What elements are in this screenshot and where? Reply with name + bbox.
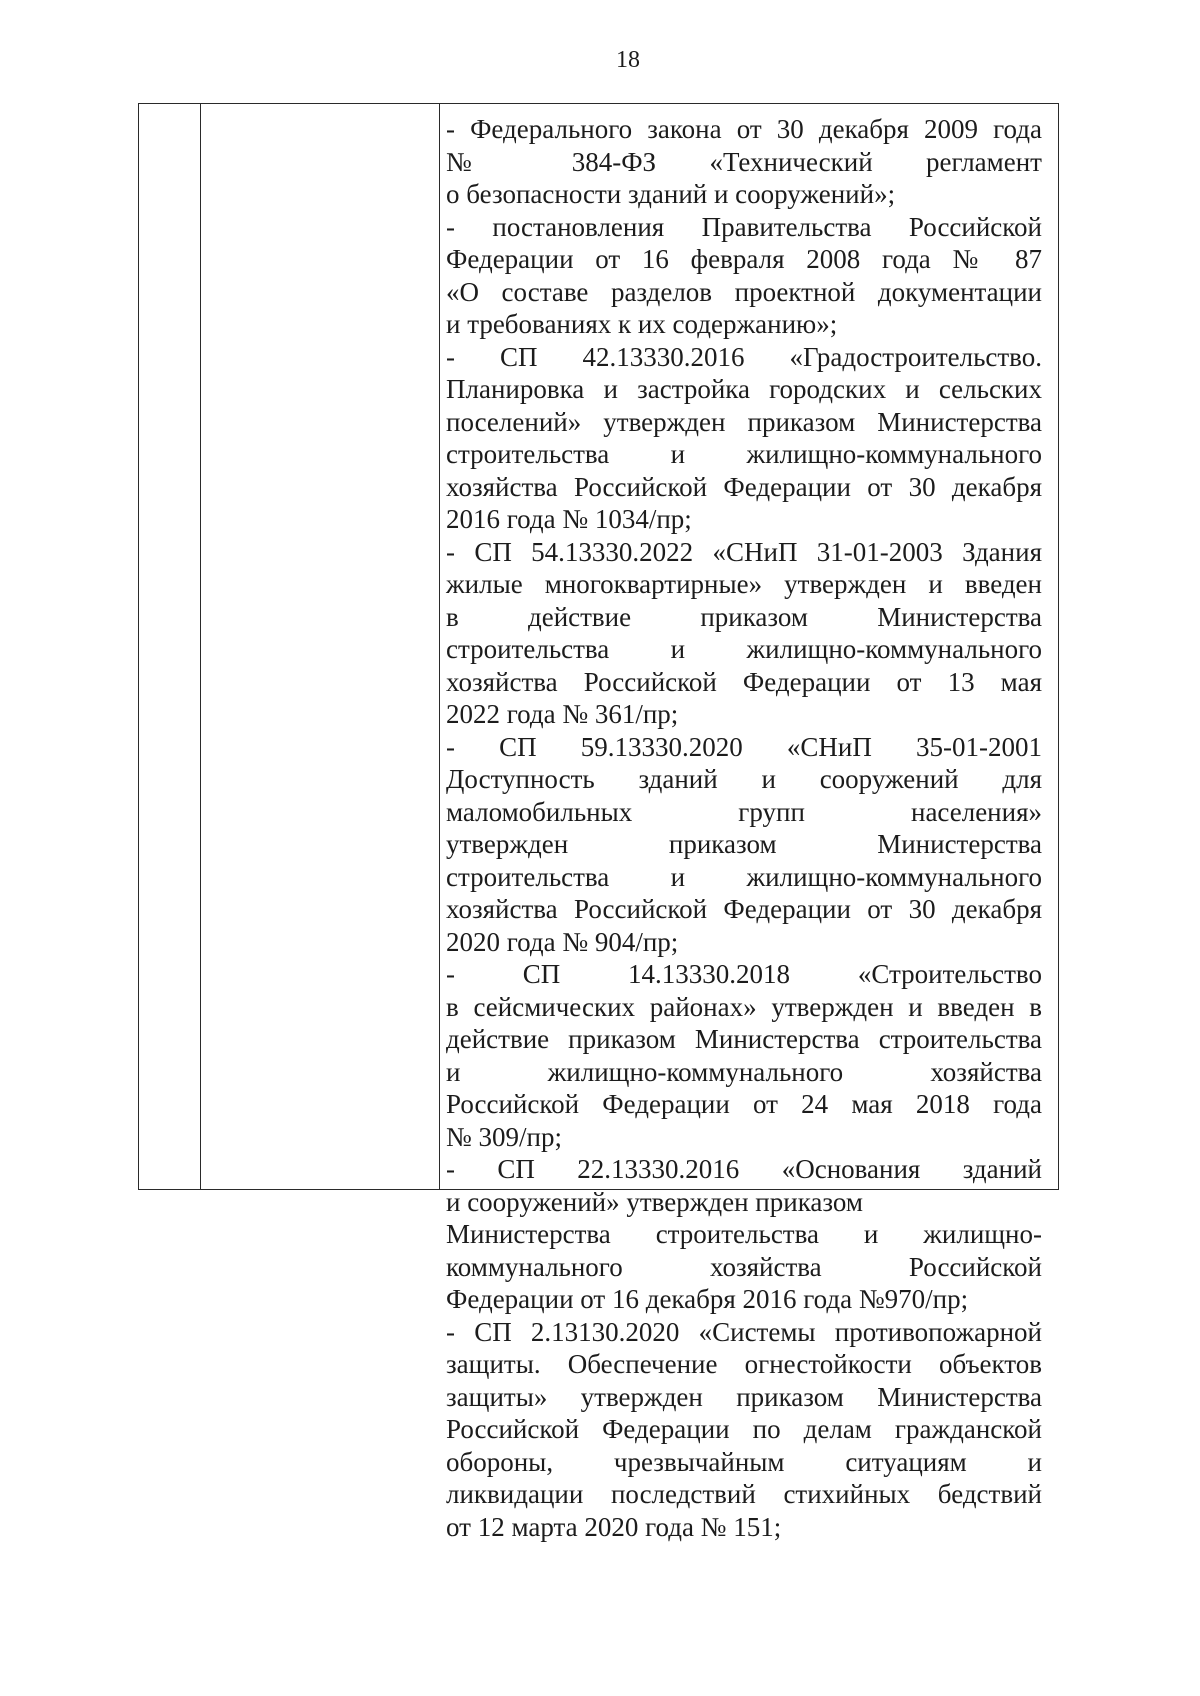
text-line: 2020 года № 904/пр; xyxy=(446,926,679,957)
text-line: - СП 2.13130.2020 «Системы противопожарной xyxy=(446,1316,1042,1347)
text-line: № 309/пр; xyxy=(446,1121,562,1152)
text-line: защиты. Обеспечение огнестойкости объектов xyxy=(446,1349,1042,1379)
text-line: Федерации от 16 декабря 2016 года №970/пр; xyxy=(446,1284,969,1314)
column-divider xyxy=(439,104,440,1189)
text-line: - постановления Правительства Российской xyxy=(446,211,1042,242)
text-line: строительства и жилищно-коммунального xyxy=(446,634,1042,664)
page-number: 18 xyxy=(616,47,640,73)
text-line: утвержден приказом Министерства xyxy=(446,829,1042,859)
table-cell-regulations xyxy=(446,113,1042,1543)
text-line: ликвидации последствий стихийных бедствий xyxy=(446,1479,1042,1509)
text-line: Российской Федерации по делам гражданской xyxy=(446,1414,1042,1444)
text-line: защиты» утвержден приказом Министерства xyxy=(446,1381,1042,1412)
text-line: от 12 марта 2020 года № 151; xyxy=(446,1511,782,1542)
text-line: Планировка и застройка городских и сельских xyxy=(446,374,1042,404)
text-line: поселений» утвержден приказом Министерства xyxy=(446,406,1042,437)
text-line: и требованиях к их содержанию»; xyxy=(446,309,838,339)
text-line: Доступность зданий и сооружений для xyxy=(446,764,1042,794)
text-line: № 384-ФЗ «Технический регламент xyxy=(446,146,1042,177)
text-line: - СП 42.13330.2016 «Градостроительство. xyxy=(446,341,1042,372)
text-line: коммунального хозяйства Российской xyxy=(446,1251,1042,1282)
text-line: обороны, чрезвычайным ситуациям и xyxy=(446,1446,1042,1477)
text-line: Федерации от 16 февраля 2008 года № 87 xyxy=(446,244,1042,274)
text-line: маломобильных групп населения» xyxy=(446,796,1042,827)
text-line: 2016 года № 1034/пр; xyxy=(446,504,692,534)
text-line: в сейсмических районах» утвержден и введен в xyxy=(446,991,1042,1022)
text-line: - СП 22.13330.2016 «Основания зданий xyxy=(446,1154,1042,1184)
text-line: хозяйства Российской Федерации от 13 мая xyxy=(446,666,1042,697)
text-line: Министерства строительства и жилищно- xyxy=(446,1219,1042,1249)
text-line: строительства и жилищно-коммунального xyxy=(446,439,1042,469)
text-line: Российской Федерации от 24 мая 2018 года xyxy=(446,1089,1042,1119)
text-line: жилые многоквартирные» утвержден и введен xyxy=(446,569,1042,599)
text-line: - Федерального закона от 30 декабря 2009 года xyxy=(446,114,1042,144)
text-line: и сооружений» утвержден приказом xyxy=(446,1186,863,1217)
text-line: в действие приказом Министерства xyxy=(446,601,1042,632)
text-line: действие приказом Министерства строительства xyxy=(446,1024,1042,1054)
text-line: - СП 54.13330.2022 «СНиП 31-01-2003 Здания xyxy=(446,536,1042,567)
text-line: - СП 59.13330.2020 «СНиП 35-01-2001 xyxy=(446,731,1042,762)
text-line: и жилищно-коммунального хозяйства xyxy=(446,1056,1042,1087)
column-divider xyxy=(200,104,201,1189)
text-line: строительства и жилищно-коммунального xyxy=(446,861,1042,892)
text-line: хозяйства Российской Федерации от 30 декабря xyxy=(446,471,1042,502)
text-line: - СП 14.13330.2018 «Строительство xyxy=(446,959,1042,989)
text-line: 2022 года № 361/пр; xyxy=(446,699,679,729)
text-line: «О составе разделов проектной документации xyxy=(446,276,1042,307)
text-line: хозяйства Российской Федерации от 30 декабря xyxy=(446,894,1042,924)
text-line: о безопасности зданий и сооружений»; xyxy=(446,179,896,209)
